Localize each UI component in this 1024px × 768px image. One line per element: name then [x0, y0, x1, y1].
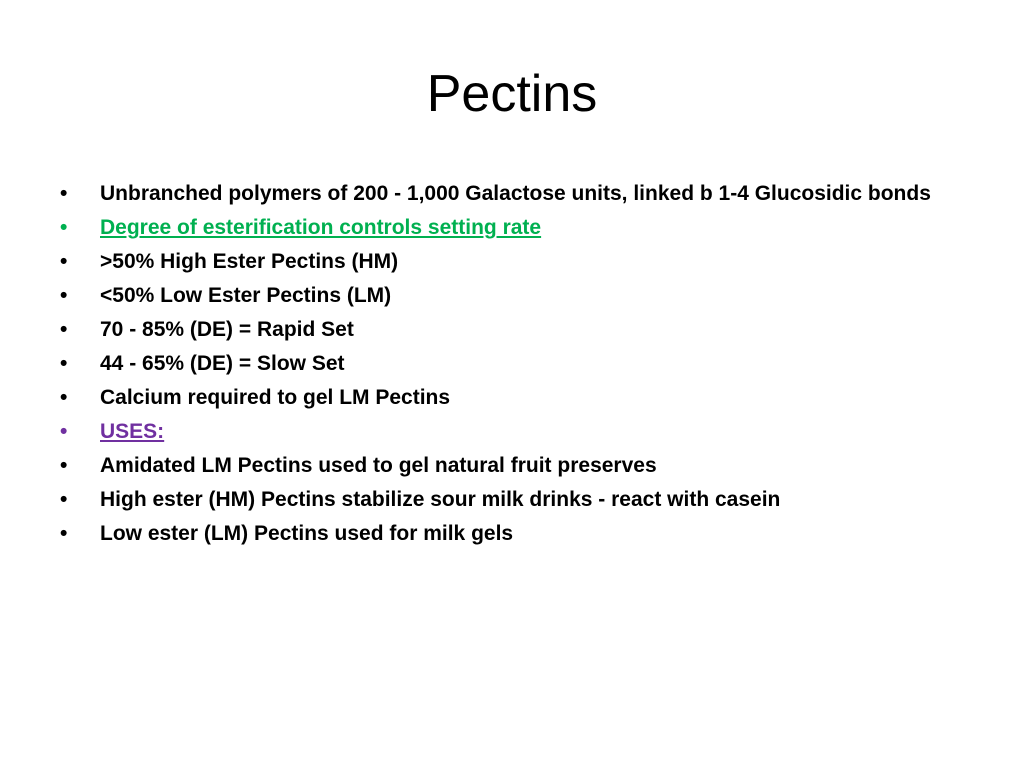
bullet-item-amidated: [60, 453, 960, 479]
bullet-text: Low ester (LM) Pectins used for milk gels: [100, 522, 514, 545]
bullet-item-rapid-set: [60, 317, 960, 343]
slide-title: Pectins: [426, 65, 598, 123]
bullet-text: >50% High Ester Pectins (HM): [100, 250, 399, 273]
bullet-item-calcium: [60, 385, 960, 411]
bullet-item-milk-gels: [60, 521, 960, 547]
bullet-icon: •: [60, 352, 68, 375]
bullet-icon: •: [60, 182, 68, 205]
bullet-text: <50% Low Ester Pectins (LM): [100, 284, 392, 307]
bullet-item-low-ester: [60, 283, 960, 309]
bullet-item-sour-milk: [60, 487, 960, 513]
bullet-icon: •: [60, 216, 68, 239]
bullet-item-esterification[interactable]: [60, 215, 960, 241]
bullet-item-high-ester: [60, 249, 960, 275]
bullet-list: [60, 181, 960, 555]
bullet-text: 70 - 85% (DE) = Rapid Set: [100, 318, 354, 341]
bullet-text: Amidated LM Pectins used to gel natural fruit preserves: [100, 454, 657, 477]
esterification-link[interactable]: Degree of esterification controls setting rate: [100, 216, 542, 239]
bullet-icon: •: [60, 488, 68, 511]
bullet-item-slow-set: [60, 351, 960, 377]
bullet-icon: •: [60, 386, 68, 409]
bullet-text: Calcium required to gel LM Pectins: [100, 386, 451, 409]
bullet-icon: •: [60, 318, 68, 341]
bullet-icon: •: [60, 420, 68, 443]
bullet-icon: •: [60, 454, 68, 477]
bullet-item-polymers: [60, 181, 960, 207]
bullet-item-uses[interactable]: [60, 419, 960, 445]
uses-link[interactable]: USES:: [100, 420, 165, 443]
bullet-icon: •: [60, 522, 68, 545]
bullet-icon: •: [60, 284, 68, 307]
bullet-icon: •: [60, 250, 68, 273]
bullet-text: High ester (HM) Pectins stabilize sour milk drinks - react with casein: [100, 488, 781, 511]
bullet-text: Unbranched polymers of 200 - 1,000 Galactose units, linked b 1-4 Glucosidic bonds: [100, 182, 931, 205]
bullet-text: 44 - 65% (DE) = Slow Set: [100, 352, 345, 375]
